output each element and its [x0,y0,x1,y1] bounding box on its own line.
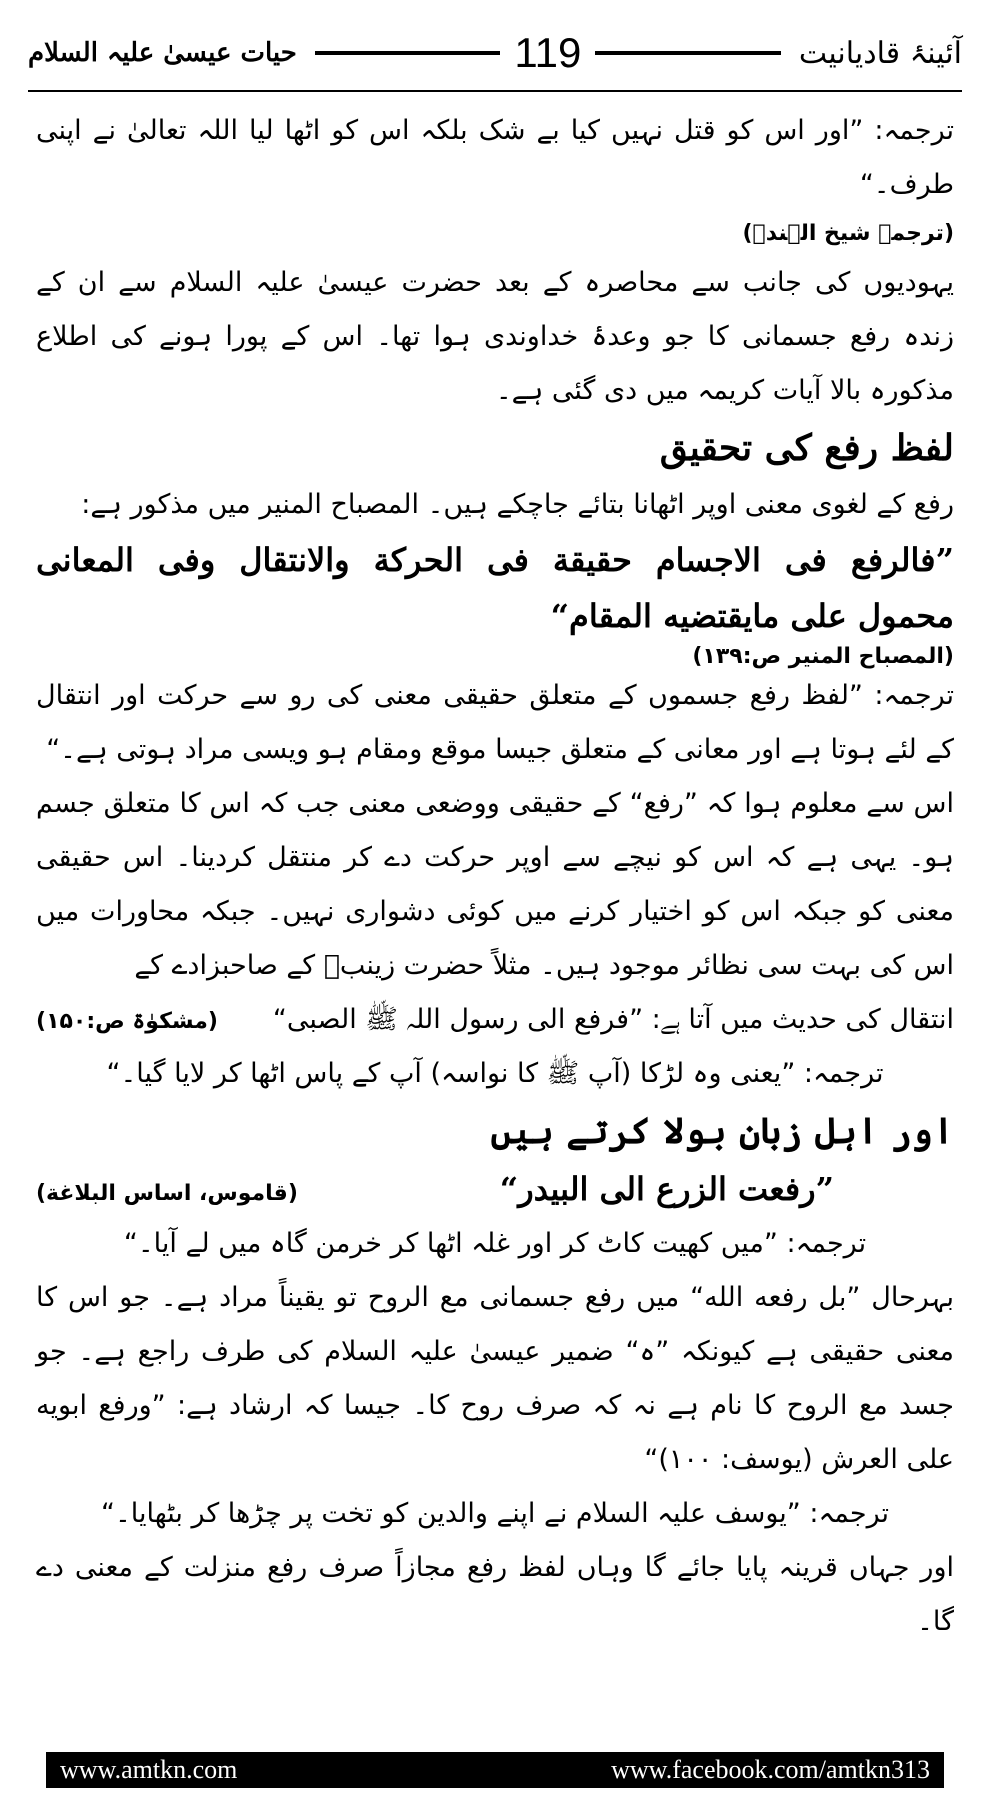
arabic-quote-1: ”فالرفع فی الاجسام حقیقة فی الحرکة والانتقال وفی المعانی محمول علی مایقتضیه المقام“ [36,541,954,635]
translation-paragraph-4: ترجمہ: ”میں کھیت کاٹ کر اور غلہ اٹھا کر خرمن گاہ میں لے آیا۔“ [123,1228,867,1259]
translation-citation-1: (ترجمہ شیخ الہندؒ) [742,221,954,246]
arabic-quote-1-citation-row [36,644,954,669]
arabic-quote-2-row [36,1161,954,1217]
chapter-title: حیات عیسیٰ علیہ السلام [28,38,297,68]
translation-paragraph-5: ترجمہ: ”یوسف علیہ السلام نے اپنے والدین کو تخت پر چڑھا کر بٹھایا۔“ [101,1498,889,1529]
hadith-row [36,993,954,1047]
paragraph-8: بہرحال ”بل رفعه الله“ میں رفع جسمانی مع الروح تو یقیناً مراد ہے۔ جو اس کا معنی حقیقی ہے کیونکہ ”ہ“ ضمیر عیسیٰ علیہ السلام کی طرف راجع ہے۔ جو جسد مع الروح کا نام ہے نہ کہ صرف روح کا۔ جیسا کہ ارشاد ہے: ”ورفع ابویه علی العرش (یوسف: ۱۰۰)“ [36,1282,954,1475]
book-title: آئینۂ قادیانیت [798,35,962,71]
sub-heading: اور اہل زبان بولا کرتے ہیں [490,1110,954,1152]
paragraph-5: اس سے معلوم ہوا کہ ”رفع“ کے حقیقی ووضعی معنی جب کہ اس کا متعلق جسم ہو۔ یہی ہے کہ اس کو نیچے سے اوپر حرکت دے کر منتقل کردینا۔ اس حقیقی معنی کو جبکہ اس کو اختیار کرنے میں کوئی دشواری نہیں۔ جبکہ محاورات میں اس کی بہت سی نظائر موجود ہیں۔ مثلاً حضرت زینبؓ کے صاحبزادے کے [36,788,954,981]
page-footer [46,1752,944,1788]
translation-paragraph-1: ترجمہ: ”اور اس کو قتل نہیں کیا بے شک بلکہ اس کو اٹھا لیا اللہ تعالیٰ نے اپنی طرف۔“ [36,115,954,200]
paragraph-2: یہودیوں کی جانب سے محاصرہ کے بعد حضرت عیسیٰ علیہ السلام سے ان کے زندہ رفع جسمانی کا جو وعدۂ خداوندی ہوا تھا۔ اس کے پورا ہونے کی اطلاع مذکورہ بالا آیات کریمہ میں دی گئی ہے۔ [36,267,954,406]
arabic-quote-1-citation: (المصباح المنیر ص:۱۳۹) [692,644,954,669]
paragraph-10: اور جہاں قرینہ پایا جائے گا وہاں لفظ رفع مجازاً صرف رفع منزلت کے معنی دے گا۔ [36,1552,954,1637]
translation-paragraph-3: ترجمہ: ”یعنی وہ لڑکا (آپ ﷺ کا نواسہ) آپ کے پاس اٹھا کر لایا گیا۔“ [106,1058,884,1089]
website-link[interactable]: www.amtkn.com [60,1755,238,1784]
translation-paragraph-2: ترجمہ: ”لفظ رفع جسموں کے متعلق حقیقی معنی کی رو سے حرکت اور انتقال کے لئے ہوتا ہے اور معانی کے متعلق جیسا موقع ومقام ہو ویسی مراد ہوتی ہے۔“ [36,680,954,765]
hadith-citation: (مشکوٰۃ ص:۱۵۰) [36,1009,218,1034]
arabic-quote-2: ”رفعت الزرع الی البیدر“ [499,1170,834,1208]
header-divider [28,90,962,92]
page-body [36,104,954,1649]
paragraph-3: رفع کے لغوی معنی اوپر اٹھانا بتائے جاچکے ہیں۔ المصباح المنیر میں مذکور ہے: [81,489,954,520]
header-rule-left [315,51,501,55]
page-number-bar [315,29,781,77]
header-rule-right [595,51,781,55]
arabic-quote-2-citation: (قاموس، اساس البلاغة) [36,1181,298,1206]
page-header [28,22,962,84]
section-heading: لفظ رفع کی تحقیق [659,427,954,469]
page-number: 119 [514,29,582,76]
facebook-link[interactable]: www.facebook.com/amtkn313 [611,1755,930,1784]
hadith-line: انتقال کی حدیث میں آتا ہے: ”فرفع الی رسول اللہ ﷺ الصبی“ [272,1004,954,1035]
